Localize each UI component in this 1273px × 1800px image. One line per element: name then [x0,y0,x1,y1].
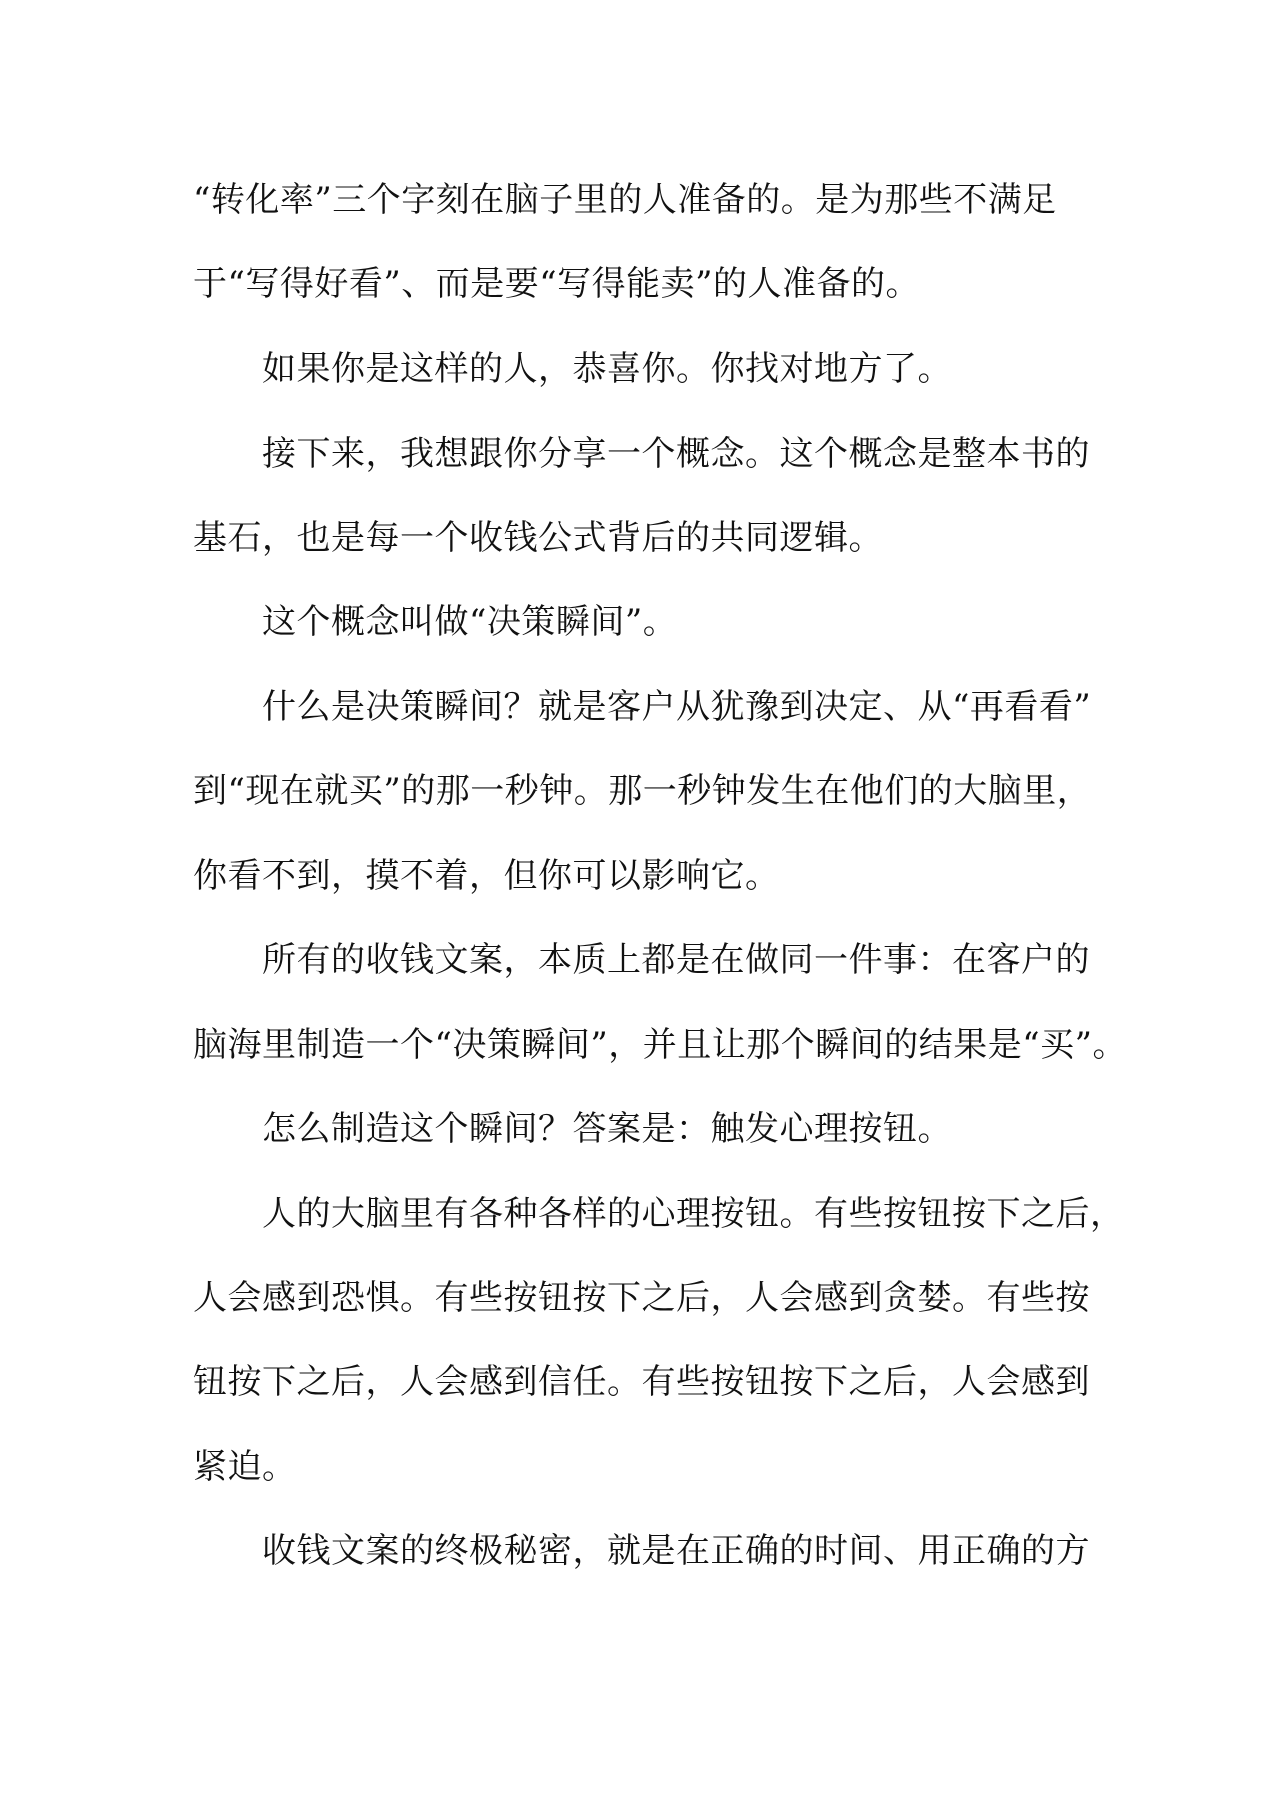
text-line: “转化率”三个字刻在脑子里的人准备的。是为那些不满足 [193,180,1057,220]
text-line: 你看不到，摸不着，但你可以影响它。 [193,856,780,896]
paragraph-first-line: 怎么制造这个瞬间？答案是：触发心理按钮。 [262,1109,952,1149]
paragraph-first-line: 这个概念叫做“决策瞬间”。 [262,602,678,642]
text-line: 人会感到恐惧。有些按钮按下之后，人会感到贪婪。有些按 [193,1278,1090,1318]
text-line: 钮按下之后，人会感到信任。有些按钮按下之后，人会感到 [193,1362,1090,1402]
text-line: 紧迫。 [193,1447,297,1487]
text-line: 于“写得好看”、而是要“写得能卖”的人准备的。 [193,264,921,304]
paragraph-first-line: 如果你是这样的人，恭喜你。你找对地方了。 [262,349,952,389]
paragraph-first-line: 接下来，我想跟你分享一个概念。这个概念是整本书的 [262,434,1090,474]
text-line: 基石，也是每一个收钱公式背后的共同逻辑。 [193,518,883,558]
paragraph-first-line: 人的大脑里有各种各样的心理按钮。有些按钮按下之后， [262,1194,1125,1234]
paragraph-first-line: 什么是决策瞬间？就是客户从犹豫到决定、从“再看看” [262,687,1092,727]
text-line: 脑海里制造一个“决策瞬间”，并且让那个瞬间的结果是“买”。 [193,1025,1128,1065]
text-line: 到“现在就买”的那一秒钟。那一秒钟发生在他们的大脑里， [193,771,1092,811]
paragraph-first-line: 收钱文案的终极秘密，就是在正确的时间、用正确的方 [262,1531,1090,1571]
paragraph-first-line: 所有的收钱文案，本质上都是在做同一件事：在客户的 [262,940,1090,980]
